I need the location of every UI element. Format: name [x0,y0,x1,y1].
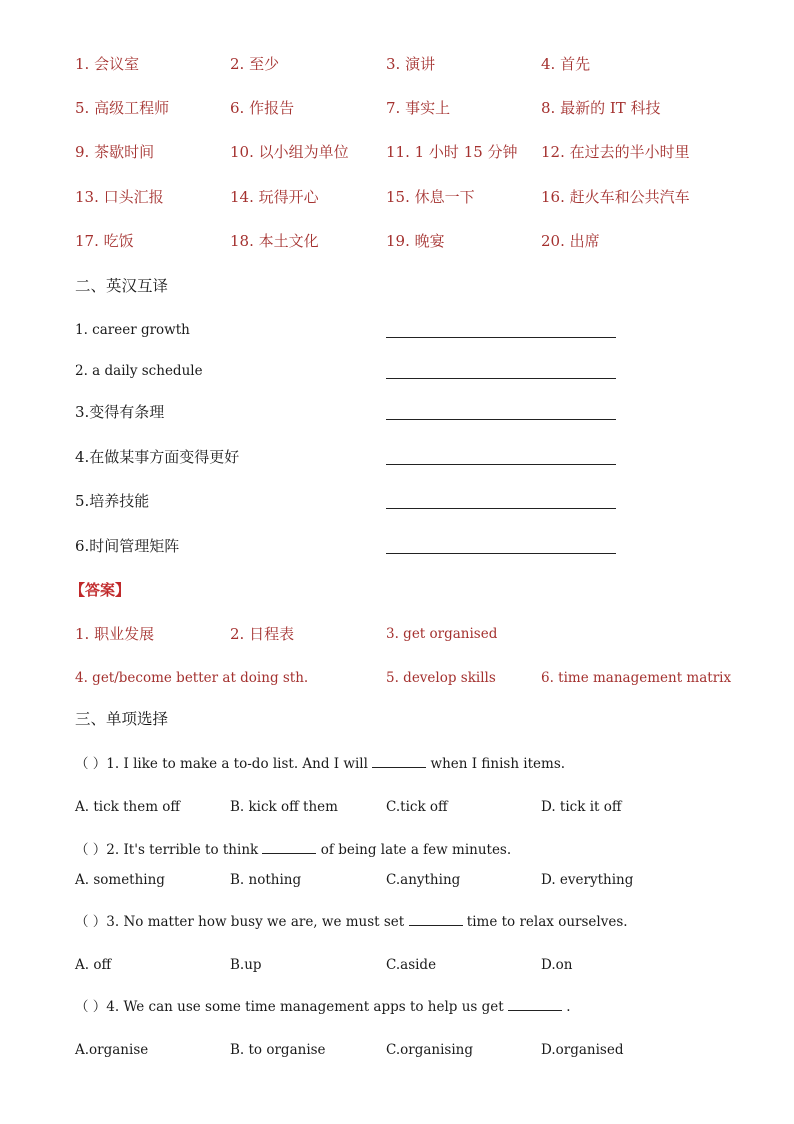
question-stem-end: when I finish items. [426,756,566,772]
question-stem: 2. It's terrible to think [106,842,263,858]
vocab-item: 5. 高级工程师 [75,99,170,117]
answer-paren[interactable]: （ ） [75,999,107,1015]
translate-prompt: 1. career growth [75,322,190,338]
answer-paren[interactable]: （ ） [75,842,107,858]
answer-blank[interactable] [386,464,616,465]
vocab-item: 8. 最新的 IT 科技 [541,99,661,117]
option-d[interactable]: D. everything [541,872,634,888]
question-text [75,752,565,776]
option-a[interactable]: A. tick them off [75,799,181,815]
options-row [0,868,794,892]
option-b[interactable]: B. nothing [230,872,302,888]
vocab-item: 19. 晚宴 [386,232,445,250]
vocab-item: 17. 吃饭 [75,232,134,250]
question-row [0,752,794,776]
options-row [0,953,794,977]
translate-prompt: 4.在做某事方面变得更好 [75,448,240,466]
vocab-item: 10. 以小组为单位 [230,143,349,161]
options-row [0,1038,794,1062]
question-stem: 4. We can use some time management apps to help us get [106,999,509,1015]
option-c[interactable]: C.aside [386,957,437,973]
vocab-item: 18. 本土文化 [230,232,319,250]
answer-blank[interactable] [386,378,616,379]
vocab-item: 13. 口头汇报 [75,188,164,206]
vocab-row-4 [0,185,794,209]
question-row [0,910,794,934]
answer-blank[interactable] [386,508,616,509]
section2-title-row [0,274,794,298]
translate-row-4 [0,445,794,469]
answer-blank[interactable] [386,553,616,554]
answer-blank[interactable] [372,753,426,768]
question-stem-end: of being late a few minutes. [316,842,512,858]
vocab-item: 3. 演讲 [386,55,436,73]
section-title: 三、单项选择 [75,710,169,728]
question-text [75,838,511,862]
option-d[interactable]: D.organised [541,1042,624,1058]
answer-blank[interactable] [386,337,616,338]
question-stem: 1. I like to make a to-do list. And I will [106,756,373,772]
options-row [0,795,794,819]
vocab-row-2 [0,96,794,120]
vocab-item: 11. 1 小时 15 分钟 [386,143,518,161]
question-row [0,838,794,862]
question-stem-end: time to relax ourselves. [462,914,628,930]
answer-blank[interactable] [262,839,316,854]
translate-prompt: 3.变得有条理 [75,403,165,421]
question-text [75,995,571,1019]
answer-tag: 【答案】 [70,581,131,599]
translate-prompt: 5.培养技能 [75,492,150,510]
vocab-item: 6. 作报告 [230,99,295,117]
answer-blank[interactable] [386,419,616,420]
question-row [0,995,794,1019]
option-c[interactable]: C.tick off [386,799,448,815]
vocab-item: 7. 事实上 [386,99,451,117]
vocab-item: 14. 玩得开心 [230,188,319,206]
vocab-row-5 [0,229,794,253]
option-b[interactable]: B.up [230,957,262,973]
answer-item: 6. time management matrix [541,670,732,686]
question-text [75,910,628,934]
vocab-row-1 [0,52,794,76]
option-a[interactable]: A. off [75,957,112,973]
vocab-item: 9. 茶歇时间 [75,143,155,161]
vocab-item: 1. 会议室 [75,55,140,73]
answer-item: 4. get/become better at doing sth. [75,670,309,686]
translate-row-2 [0,359,794,383]
translate-prompt: 2. a daily schedule [75,363,203,379]
option-b[interactable]: B. to organise [230,1042,326,1058]
vocab-item: 2. 至少 [230,55,280,73]
answer-item: 5. develop skills [386,670,496,686]
answer-blank[interactable] [508,996,562,1011]
answer-item: 3. get organised [386,626,498,642]
question-stem-end: . [562,999,571,1015]
option-c[interactable]: C.anything [386,872,461,888]
translate-prompt: 6.时间管理矩阵 [75,537,180,555]
answer-paren[interactable]: （ ） [75,756,107,772]
answer-row-1 [0,622,794,646]
vocab-row-3 [0,140,794,164]
option-a[interactable]: A.organise [75,1042,149,1058]
vocab-item: 4. 首先 [541,55,591,73]
vocab-item: 20. 出席 [541,232,600,250]
answer-tag-row [0,578,794,602]
option-d[interactable]: D.on [541,957,573,973]
section-title: 二、英汉互译 [75,277,169,295]
translate-row-3 [0,400,794,424]
option-d[interactable]: D. tick it off [541,799,622,815]
translate-row-6 [0,534,794,558]
translate-row-1 [0,318,794,342]
translate-row-5 [0,489,794,513]
option-c[interactable]: C.organising [386,1042,474,1058]
vocab-item: 12. 在过去的半小时里 [541,143,690,161]
answer-item: 2. 日程表 [230,625,295,643]
option-a[interactable]: A. something [75,872,165,888]
answer-row-2 [0,666,794,690]
answer-item: 1. 职业发展 [75,625,155,643]
section3-title-row [0,707,794,731]
vocab-item: 15. 休息一下 [386,188,475,206]
option-b[interactable]: B. kick off them [230,799,338,815]
answer-blank[interactable] [409,911,463,926]
vocab-item: 16. 赶火车和公共汽车 [541,188,690,206]
answer-paren[interactable]: （ ） [75,914,107,930]
question-stem: 3. No matter how busy we are, we must set [106,914,409,930]
